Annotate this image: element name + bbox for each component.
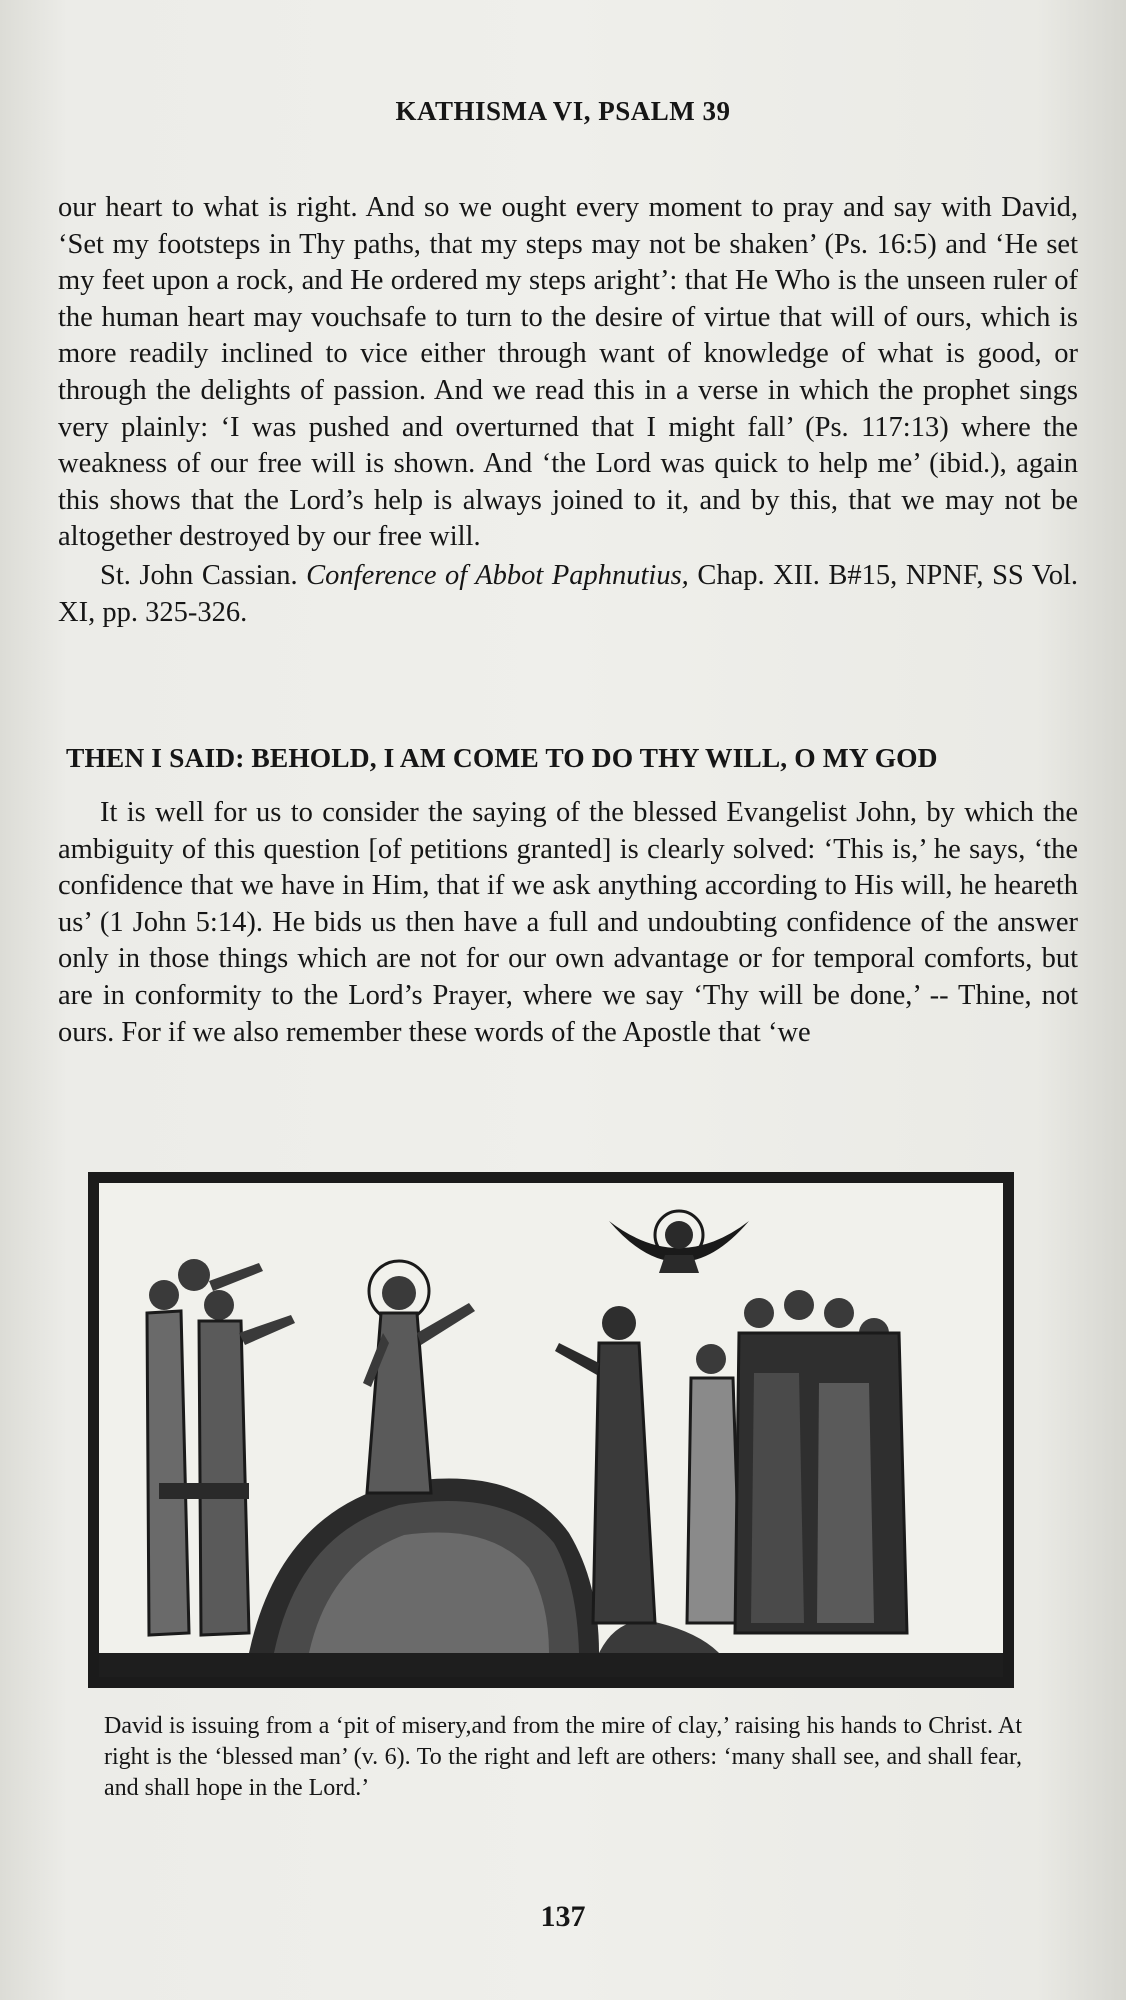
running-head: KATHISMA VI, PSALM 39: [395, 96, 731, 126]
passage-cassian: [58, 190, 1078, 631]
citation-reference: Chap. XII. B#15, NPNF, SS Vol. XI, pp. 325-326.: [58, 559, 1079, 628]
illustration-artwork: [99, 1183, 1003, 1677]
section-heading: THEN I SAID: BEHOLD, I AM COME TO DO THY WILL, O MY GOD: [66, 742, 938, 773]
illustration: [88, 1172, 1014, 1688]
citation-work: Conference of Abbot Paphnutius,: [306, 559, 689, 591]
passage-cassian-text: our heart to what is right. And so we ought every moment to pray and say with David, ‘Set my footsteps in Thy paths, that my steps may not be shaken’ (Ps. 16:5) and ‘He set my feet upon a rock, and He ordered my steps aright’: that He Who is the unseen ruler of the human heart may vouchsafe to turn to the desire of virtue that will of ours, which is more readily inclined to vice either through want of knowledge of what is good, or through the delights of passion. And we read this in a verse in which the prophet sings very plainly: ‘I was pushed and overturned that I might fall’ (Ps. 117:13) where the weakness of our free will is shown. And ‘the Lord was quick to help me’ (ibid.), again this shows that the Lord’s help is always joined to it, and by this, that we may not be altogether destroyed by our free will.: [58, 192, 1078, 553]
citation-author: St. John Cassian.: [100, 559, 298, 591]
citation: [58, 558, 1078, 631]
passage-evangelist-text: It is well for us to consider the saying of the blessed Evangelist John, by which the ambiguity of this question [of petitions granted] is clearly solved: ‘This is,’ he says, ‘the confidence that we have in Him, that if we ask anything according to His will, he heareth us’ (1 John 5:14). He bids us then have a full and undoubting confidence of the answer only in those things which are not for our own advantage or for temporal comforts, but are in conformity to the Lord’s Prayer, where we say ‘Thy will be done,’ -- Thine, not ours. For if we also remember these words of the Apostle that ‘we: [58, 797, 1078, 1048]
figure-caption: David is issuing from a ‘pit of misery,and from the mire of clay,’ raising his hands to Christ. At right is the ‘blessed man’ (v. 6). To the right and left are others: ‘many shall see, and shall fear, and shall hope in the Lord.’: [104, 1713, 1022, 1801]
passage-evangelist: [58, 795, 1078, 1051]
page-number: 137: [540, 1900, 586, 1933]
